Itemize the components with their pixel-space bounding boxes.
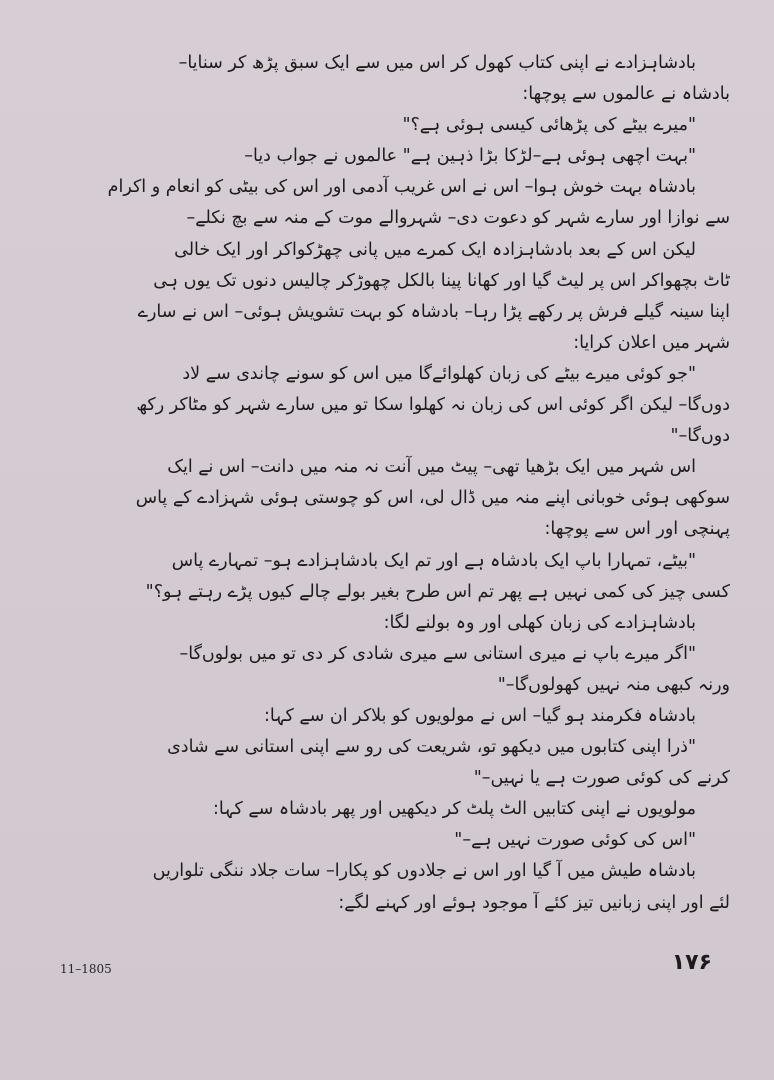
text-line: پہنچی اور اس سے پوچھا: (544, 519, 730, 540)
text-line: "بہت اچھی ہوئی ہے–لڑکا بڑا ذہین ہے" عالموں نے جواب دیا– (244, 146, 696, 167)
text-line: بادشاہزادے کی زبان کھلی اور وہ بولنے لگا: (383, 612, 696, 633)
text-line: لئے اور اپنی زبانیں تیز کئے آ موجود ہوئے اور کہنے لگے: (338, 892, 730, 913)
body-text (42, 48, 730, 919)
text-line: "بیٹے، تمہارا باپ ایک بادشاہ ہے اور تم ایک بادشاہزادے ہو– تمہارے پاس (171, 550, 696, 571)
text-line: بادشاہ طیش میں آ گیا اور اس نے جلادوں کو پکارا– سات جلاد ننگی تلواریں (152, 861, 696, 882)
text-line: "اگر میرے باپ نے میری استانی سے میری شادی کر دی تو میں بولوں‌گا– (179, 643, 696, 664)
text-line: دوں‌گا–" (670, 426, 730, 447)
text-line: اس شہر میں ایک بڑھیا تھی– پیٹ میں آنت نہ منہ میں دانت– اس نے ایک (167, 457, 696, 478)
text-line: لیکن اس کے بعد بادشاہزادہ ایک کمرے میں پانی چھڑکواکر اور ایک خالی (174, 239, 696, 260)
text-line: شہر میں اعلان کرایا: (573, 332, 730, 353)
text-line: بادشاہ نے عالموں سے پوچھا: (522, 84, 730, 105)
text-line: بادشاہ بہت خوش ہوا– اس نے اس غریب آدمی اور اس کی بیٹی کو انعام و اکرام (107, 177, 696, 198)
text-line: ورنہ کبھی منہ نہیں کھولوں‌گا–" (497, 674, 730, 695)
text-line: سے نوازا اور سارے شہر کو دعوت دی– شہروالے موت کے منہ سے بچ نکلے– (186, 208, 730, 229)
text-line: ٹاٹ بچھواکر اس پر لیٹ گیا اور کھانا پینا بالکل چھوڑکر چالیس دنوں تک یوں ہی (153, 270, 730, 291)
printer-signature: 11–1805 (60, 962, 112, 976)
text-line: مولویوں نے اپنی کتابیں الٹ پلٹ کر دیکھیں اور پھر بادشاہ سے کہا: (213, 799, 696, 820)
text-line: بادشاہزادے نے اپنی کتاب کھول کر اس میں سے ایک سبق پڑھ کر سنایا– (178, 53, 696, 73)
text-line: "اس کی کوئی صورت نہیں ہے–" (454, 830, 696, 851)
text-line: کرنے کی کوئی صورت ہے یا نہیں–" (473, 768, 730, 789)
text-line: "جو کوئی میرے بیٹے کی زبان کھلوائےگا میں اس کو سونے چاندی سے لاد (182, 363, 696, 384)
page-number: ۱۷۶ (671, 950, 712, 975)
text-line: اپنا سینہ گیلے فرش پر رکھے پڑا رہا– بادشاہ کو بہت تشویش ہوئی– اس نے سارے (137, 301, 730, 322)
text-line: سوکھی ہوئی خوبانی اپنے منہ میں ڈال لی، اس کو چوستی ہوئی شہزادے کے پاس (135, 488, 730, 509)
text-line: "ذرا اپنی کتابوں میں دیکھو تو، شریعت کی رو سے اپنی استانی سے شادی (167, 737, 696, 758)
text-line: بادشاہ فکرمند ہو گیا– اس نے مولویوں کو بلاکر ان سے کہا: (264, 705, 696, 726)
text-line: کسی چیز کی کمی نہیں ہے پھر تم اس طرح بغیر بولے چالے کیوں پڑے رہتے ہو؟" (145, 581, 730, 602)
text-line: "میرے بیٹے کی پڑھائی کیسی ہوئی ہے؟" (402, 115, 696, 136)
text-line: دوں‌گا– لیکن اگر کوئی اس کی زبان نہ کھلوا سکا تو میں سارے شہر کو مٹاکر رکھ (136, 395, 730, 416)
